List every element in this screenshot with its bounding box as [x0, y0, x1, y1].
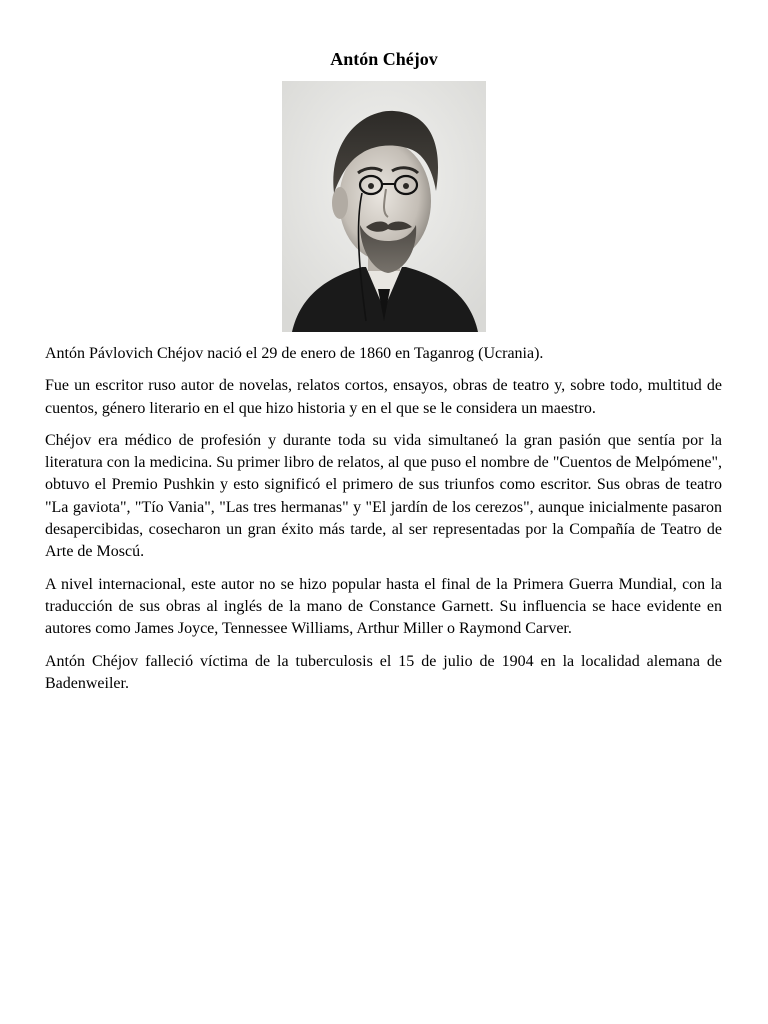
biography-text: [45, 343, 722, 705]
paragraph-death: Antón Chéjov falleció víctima de la tuberculosis el 15 de julio de 1904 en la localidad alemana de Badenweiler.: [45, 652, 722, 692]
paragraph-writer: Fue un escritor ruso autor de novelas, relatos cortos, ensayos, obras de teatro y, sobre todo, multitud de cuentos, género literario en el que hizo historia y en el que se le considera un maestro.: [45, 377, 722, 417]
portrait-photo-icon: [282, 81, 486, 332]
page-title: Antón Chéjov: [330, 49, 438, 69]
paragraph-medicine: Chéjov era médico de profesión y durante toda su vida simultaneó la gran pasión que sentía por la literatura con la medicina. Su primer libro de relatos, al que puso el nombre de "Cuentos de Melpómene", obtuvo el Premio Pushkin y esto significó el primero de sus triunfos como escritor. Sus obras de teatro "La gaviota", "Tío Vania", "Las tres hermanas" y "El jardín de los cerezos", aunque inicialmente pasaron desapercibidas, cosecharon un gran éxito más tarde, al ser representadas por la Compañía de Teatro de Arte de Moscú.: [45, 431, 722, 561]
paragraph-birth: Antón Pávlovich Chéjov nació el 29 de enero de 1860 en Taganrog (Ucrania).: [45, 345, 544, 362]
paragraph-international: A nivel internacional, este autor no se hizo popular hasta el final de la Primera Guerra Mundial, con la traducción de sus obras al inglés de la mano de Constance Garnett. Su influencia se hace evidente en autores como James Joyce, Tennessee Williams, Arthur Miller o Raymond Carver.: [45, 575, 722, 638]
